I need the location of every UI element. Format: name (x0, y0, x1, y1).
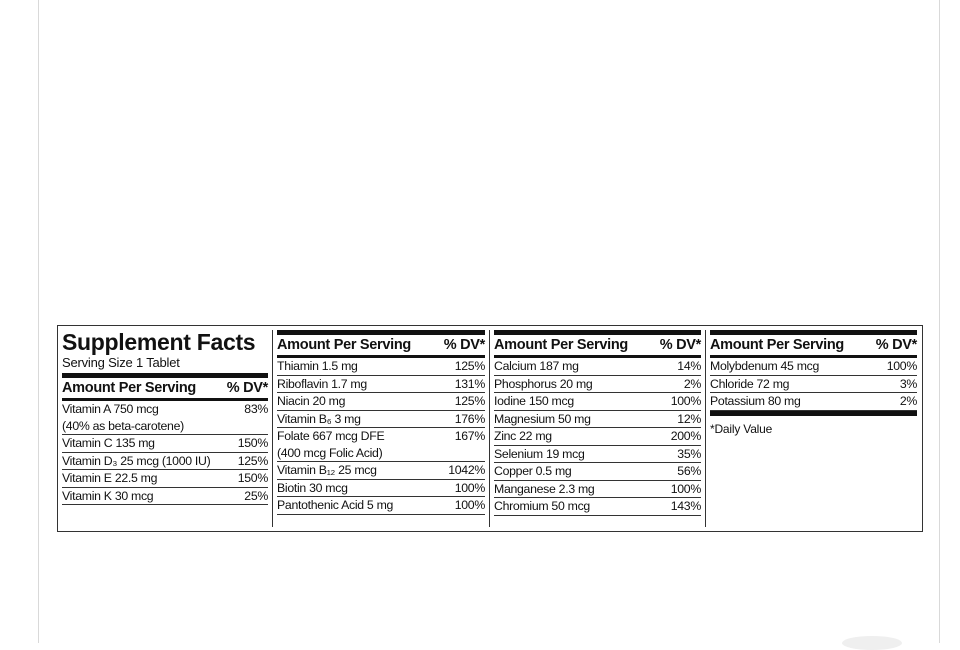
nutrient-row (494, 411, 701, 429)
nutrient-row (62, 470, 268, 488)
nutrient-row (710, 376, 917, 394)
nutrient-row (494, 376, 701, 394)
nutrient-row (277, 393, 485, 411)
nutrient-row (710, 393, 917, 411)
header-dv: % DV* (659, 337, 701, 353)
nutrient-name: Riboflavin 1.7 mg (277, 376, 367, 391)
serving-size: Serving Size 1 Tablet (62, 355, 180, 370)
nutrient-daily-value: 200% (670, 429, 701, 443)
header-amount: Amount Per Serving (710, 337, 844, 353)
nutrient-name: Vitamin A 750 mcg (40% as beta-carotene) (62, 402, 184, 433)
header-amount: Amount Per Serving (62, 380, 196, 396)
column-header (62, 378, 268, 401)
nutrient-name: Copper 0.5 mg (494, 464, 572, 478)
facts-title: Supplement Facts (62, 329, 256, 355)
nutrient-daily-value: 100% (454, 480, 485, 495)
nutrient-daily-value: 125% (237, 453, 268, 468)
nutrient-row (710, 358, 917, 376)
nutrient-name: Vitamin B₆ 3 mg (277, 411, 361, 426)
nutrient-row (494, 446, 701, 464)
header-amount: Amount Per Serving (494, 337, 628, 353)
facts-column-3 (494, 330, 701, 516)
decorative-shape (842, 636, 902, 650)
nutrient-name: Chromium 50 mcg (494, 499, 590, 513)
nutrient-row (277, 411, 485, 429)
nutrient-row (277, 497, 485, 515)
nutrient-daily-value: 125% (454, 394, 485, 408)
nutrient-name: Zinc 22 mg (494, 429, 552, 443)
nutrient-row (494, 463, 701, 481)
nutrient-row (494, 358, 701, 376)
nutrient-daily-value: 100% (670, 394, 701, 408)
column-divider (489, 330, 490, 527)
supplement-facts-panel (57, 325, 923, 532)
nutrient-row (277, 428, 485, 462)
nutrient-list (710, 358, 917, 411)
nutrient-row (494, 481, 701, 499)
column-divider (272, 330, 273, 527)
nutrient-row (277, 462, 485, 480)
nutrient-daily-value: 14% (677, 359, 701, 373)
facts-column-2 (277, 330, 485, 515)
nutrient-daily-value: 12% (677, 411, 701, 426)
nutrient-daily-value: 176% (454, 411, 485, 426)
nutrient-name: Vitamin B₁₂ 25 mcg (277, 463, 377, 477)
nutrient-row (277, 358, 485, 376)
facts-column-4 (710, 330, 917, 437)
facts-column-1 (62, 330, 268, 505)
nutrient-daily-value: 100% (670, 481, 701, 496)
nutrient-daily-value: 3% (899, 376, 917, 391)
column-header (277, 335, 485, 358)
nutrient-row (62, 488, 268, 506)
nutrient-daily-value: 131% (454, 376, 485, 391)
nutrient-daily-value: 2% (683, 376, 701, 391)
nutrient-name: Selenium 19 mcg (494, 446, 585, 461)
nutrient-name: Thiamin 1.5 mg (277, 359, 358, 373)
nutrient-name: Potassium 80 mg (710, 394, 801, 408)
nutrient-daily-value: 150% (237, 471, 268, 485)
nutrient-name: Molybdenum 45 mcg (710, 359, 820, 373)
nutrient-name: Magnesium 50 mg (494, 411, 591, 426)
nutrient-list (494, 358, 701, 516)
nutrient-name: Calcium 187 mg (494, 359, 579, 373)
nutrient-name: Manganese 2.3 mg (494, 481, 595, 496)
nutrient-daily-value: 83% (244, 402, 268, 416)
header-amount: Amount Per Serving (277, 337, 411, 353)
nutrient-name: Biotin 30 mcg (277, 480, 348, 495)
nutrient-list (62, 401, 268, 505)
nutrient-name: Vitamin D₃ 25 mcg (1000 IU) (62, 453, 211, 468)
page-frame (38, 0, 940, 643)
nutrient-daily-value: 35% (677, 446, 701, 461)
nutrient-daily-value: 56% (677, 464, 701, 478)
header-dv: % DV* (226, 380, 268, 396)
nutrient-daily-value: 150% (237, 436, 268, 450)
nutrient-row (62, 453, 268, 471)
nutrient-name: Chloride 72 mg (710, 376, 790, 391)
nutrient-daily-value: 100% (454, 498, 485, 512)
header-dv: % DV* (875, 337, 917, 353)
nutrient-daily-value: 2% (899, 394, 917, 408)
nutrient-daily-value: 125% (454, 359, 485, 373)
nutrient-daily-value: 1042% (448, 463, 485, 477)
nutrient-daily-value: 143% (670, 499, 701, 513)
nutrient-row (277, 376, 485, 394)
nutrient-daily-value: 25% (244, 488, 268, 503)
footnote: *Daily Value (710, 421, 773, 436)
nutrient-row (494, 498, 701, 516)
nutrient-row (62, 401, 268, 435)
nutrient-name: Phosphorus 20 mg (494, 376, 593, 391)
nutrient-name: Vitamin K 30 mcg (62, 488, 154, 503)
nutrient-name: Iodine 150 mcg (494, 394, 574, 408)
nutrient-list (277, 358, 485, 515)
nutrient-daily-value: 100% (886, 359, 917, 373)
column-header (710, 335, 917, 358)
nutrient-row (494, 393, 701, 411)
nutrient-name: Folate 667 mcg DFE (400 mcg Folic Acid) (277, 429, 385, 460)
nutrient-row (62, 435, 268, 453)
column-divider (705, 330, 706, 527)
nutrient-name: Pantothenic Acid 5 mg (277, 498, 394, 512)
nutrient-daily-value: 167% (454, 429, 485, 443)
nutrient-name: Vitamin E 22.5 mg (62, 471, 158, 485)
nutrient-row (494, 428, 701, 446)
nutrient-name: Vitamin C 135 mg (62, 436, 155, 450)
column-header (494, 335, 701, 358)
nutrient-row (277, 480, 485, 498)
thick-rule (710, 411, 917, 416)
header-dv: % DV* (443, 337, 485, 353)
nutrient-name: Niacin 20 mg (277, 394, 346, 408)
